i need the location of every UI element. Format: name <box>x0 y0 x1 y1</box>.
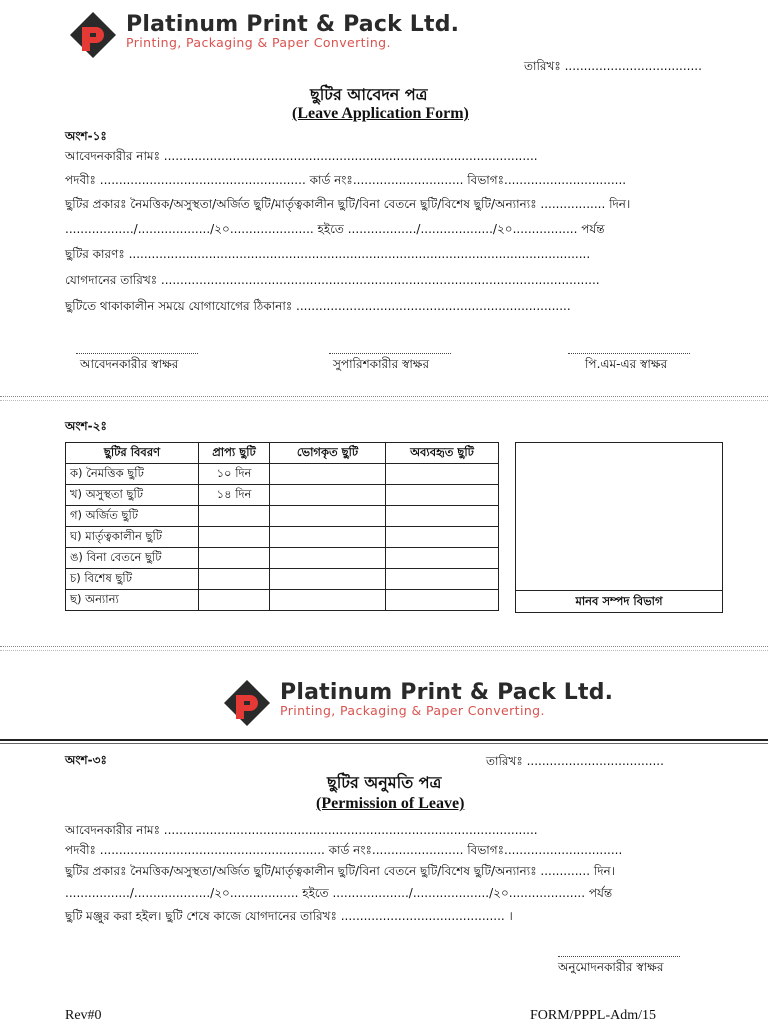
logo-mark-icon <box>68 10 118 60</box>
used-cell[interactable] <box>270 485 386 506</box>
unused-cell[interactable] <box>386 506 499 527</box>
company-tagline: Printing, Packaging & Paper Converting. <box>280 703 545 718</box>
table-row <box>66 569 499 590</box>
part1-section-label: অংশ-১ঃ <box>65 129 107 143</box>
part3-section-label: অংশ-৩ঃ <box>65 753 107 767</box>
entitled-cell[interactable] <box>199 506 270 527</box>
used-cell[interactable] <box>270 527 386 548</box>
entitled-cell[interactable] <box>199 548 270 569</box>
leave-date-range-field[interactable]: ................../.................../২০...................... হইতে ................../.................../২০................. পর্যন্ত <box>65 222 605 236</box>
unused-cell[interactable] <box>386 569 499 590</box>
part1-date-field[interactable]: তারিখঃ .................................... <box>524 59 702 73</box>
company-name: Platinum Print & Pack Ltd. <box>126 12 460 37</box>
leave-type-cell: চ) বিশেষ ছুটি <box>66 569 199 590</box>
logo-mark-icon <box>222 678 272 728</box>
entitled-cell[interactable]: ১৪ দিন <box>199 485 270 506</box>
used-cell[interactable] <box>270 590 386 611</box>
company-tagline: Printing, Packaging & Paper Converting. <box>126 35 391 50</box>
permission-leave-type-field[interactable]: ছুটির প্রকারঃ নৈমত্তিক/অসুস্থতা/অর্জিত ছুটি/মার্তৃত্বকালীন ছুটি/বিনা বেতনে ছুটি/বিশেষ ছুটি/অন্যান্যঃ ............. দিন। <box>65 864 616 878</box>
leave-balance-table <box>65 442 499 611</box>
table-row <box>66 485 499 506</box>
entitled-cell[interactable] <box>199 569 270 590</box>
used-cell[interactable] <box>270 506 386 527</box>
table-header-row <box>66 443 499 464</box>
table-row <box>66 506 499 527</box>
part3-date-field[interactable]: তারিখঃ .................................... <box>486 754 664 768</box>
approver-signature-line[interactable] <box>558 956 680 957</box>
leave-type-cell: ঙ) বিনা বেতনে ছুটি <box>66 548 199 569</box>
pm-signature-label: পি.এম-এর স্বাক্ষর <box>585 357 668 371</box>
leave-application-subtitle: (Leave Application Form) <box>292 105 469 122</box>
table-row <box>66 548 499 569</box>
col-entitled-leave: প্রাপ্য ছুটি <box>199 443 270 464</box>
company-logo-bottom <box>222 678 614 728</box>
header-rule <box>0 739 768 741</box>
unused-cell[interactable] <box>386 485 499 506</box>
leave-type-cell: ক) নৈমত্তিক ছুটি <box>66 464 199 485</box>
leave-permission-subtitle: (Permission of Leave) <box>316 795 465 812</box>
leave-type-cell: ছ) অন্যান্য <box>66 590 199 611</box>
leave-application-title: ছুটির আবেদন পত্র <box>310 85 428 104</box>
permission-applicant-name-field[interactable]: আবেদনকারীর নামঃ .................................................................................................. <box>65 823 538 837</box>
table-row <box>66 464 499 485</box>
form-number: FORM/PPPL-Adm/15 <box>530 1008 657 1023</box>
used-cell[interactable] <box>270 569 386 590</box>
leave-granted-field[interactable]: ছুটি মঞ্জুর করা হইল। ছুটি শেষে কাজে যোগদানের তারিখঃ ........................................... । <box>65 909 513 923</box>
entitled-cell[interactable] <box>199 527 270 548</box>
pm-signature-line[interactable] <box>568 353 690 354</box>
revision-label: Rev#0 <box>65 1008 102 1023</box>
col-used-leave: ভোগকৃত ছুটি <box>270 443 386 464</box>
unused-cell[interactable] <box>386 527 499 548</box>
leave-type-cell: ঘ) মার্তৃত্বকালীন ছুটি <box>66 527 199 548</box>
join-date-field[interactable]: যোগদানের তারিখঃ ................................................................................................................... <box>65 273 600 287</box>
header-rule-thin <box>0 743 768 744</box>
permission-date-range-field[interactable]: ................./..................../২০.................. হইতে ..................../..................../২০.................... পর্যন্ত <box>65 886 613 900</box>
unused-cell[interactable] <box>386 464 499 485</box>
unused-cell[interactable] <box>386 548 499 569</box>
recommender-signature-line[interactable] <box>329 353 451 354</box>
company-name: Platinum Print & Pack Ltd. <box>280 680 614 705</box>
unused-cell[interactable] <box>386 590 499 611</box>
cut-line-1b <box>0 400 768 401</box>
company-logo-top <box>68 10 460 60</box>
used-cell[interactable] <box>270 464 386 485</box>
recommender-signature-label: সুপারিশকারীর স্বাক্ষর <box>333 357 430 371</box>
table-row <box>66 590 499 611</box>
permission-designation-field[interactable]: পদবীঃ ........................................................... কার্ড নংঃ........................ বিভাগঃ............................... <box>65 843 623 857</box>
cut-line-2 <box>0 646 768 647</box>
hr-stamp-box[interactable] <box>515 442 723 613</box>
hr-department-label: মানব সম্পদ বিভাগ <box>516 590 722 612</box>
entitled-cell[interactable]: ১০ দিন <box>199 464 270 485</box>
col-unused-leave: অব্যবহৃত ছুটি <box>386 443 499 464</box>
col-leave-description: ছুটির বিবরণ <box>66 443 199 464</box>
entitled-cell[interactable] <box>199 590 270 611</box>
leave-type-cell: গ) অর্জিত ছুটি <box>66 506 199 527</box>
applicant-signature-label: আবেদনকারীর স্বাক্ষর <box>80 357 179 371</box>
applicant-name-field[interactable]: আবেদনকারীর নামঃ .................................................................................................. <box>65 149 538 163</box>
table-row <box>66 527 499 548</box>
cut-line-2b <box>0 650 768 651</box>
leave-reason-field[interactable]: ছুটির কারণঃ ......................................................................................................................... <box>65 247 591 261</box>
leave-permission-title: ছুটির অনুমতি পত্র <box>327 773 442 792</box>
leave-type-cell: খ) অসুস্থতা ছুটি <box>66 485 199 506</box>
approver-signature-label: অনুমোদনকারীর স্বাক্ষর <box>558 960 664 974</box>
used-cell[interactable] <box>270 548 386 569</box>
contact-address-field[interactable]: ছুটিতে থাকাকালীন সময়ে যোগাযোগের ঠিকানাঃ ........................................................................ <box>65 299 571 313</box>
cut-line-1 <box>0 396 768 397</box>
part2-section-label: অংশ-২ঃ <box>65 419 107 433</box>
applicant-signature-line[interactable] <box>76 353 198 354</box>
leave-type-field[interactable]: ছুটির প্রকারঃ নৈমত্তিক/অসুস্থতা/অর্জিত ছুটি/মার্তৃত্বকালীন ছুটি/বিনা বেতনে ছুটি/বিশেষ ছুটি/অন্যান্যঃ ................. দিন। <box>65 197 631 211</box>
designation-card-dept-field[interactable]: পদবীঃ ...................................................... কার্ড নংঃ............................. বিভাগঃ................................ <box>65 173 627 187</box>
